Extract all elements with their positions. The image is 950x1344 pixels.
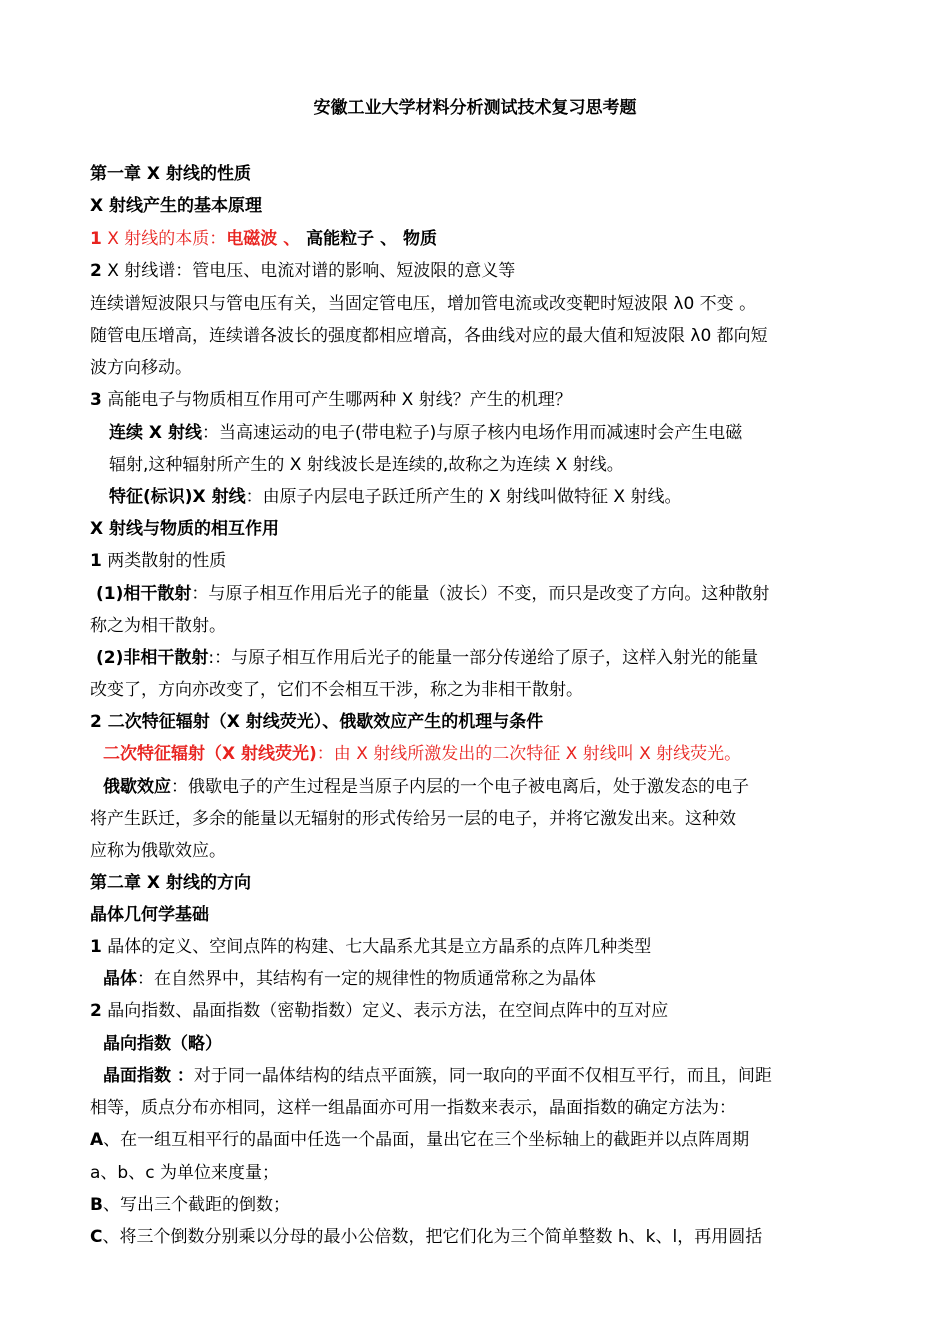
q3-text: 高能电子与物质相互作用可产生哪两种 X 射线？产生的机理？ <box>101 390 572 410</box>
section-crystal-geometry: 晶体几何学基础 <box>90 905 209 925</box>
step-b-line <box>90 1193 290 1217</box>
fluorescence-term: 二次特征辐射（X 射线荧光) <box>103 744 317 764</box>
q32-number: 2 <box>90 1001 102 1021</box>
continuous-xray-def-1: ：当高速运动的电子(带电粒子)与原子核内电场作用而减速时会产生电磁 <box>201 423 743 443</box>
plane-index-def-1: 对于同一晶体结构的结点平面簇，同一取向的平面不仅相互平行，而且，间距 <box>193 1066 772 1086</box>
incoherent-def-1: :：与原子相互作用后光子的能量一部分传递给了原子，这样入射光的能量 <box>208 648 759 668</box>
doc-title: 安徽工业大学材料分析测试技术复习思考题 <box>313 98 637 118</box>
auger-line-2: 将产生跃迁，多余的能量以无辐射的形式传给另一层的电子，并将它激发出来。这种效 <box>90 809 736 829</box>
crystal-def-line <box>103 967 596 991</box>
step-a-letter: A <box>90 1130 104 1150</box>
continuous-xray-term: 连续 X 射线 <box>109 423 202 443</box>
incoherent-term: (2)非相干散射 <box>96 648 209 668</box>
direction-index-heading: 晶向指数（略） <box>103 1034 222 1054</box>
step-a-line-2: a、b、c 为单位来度量； <box>90 1163 279 1183</box>
auger-line-3: 应称为俄歇效应。 <box>90 841 226 861</box>
q21-text: 两类散射的性质 <box>101 551 227 571</box>
q1-term-particle: 高能粒子 <box>306 229 375 249</box>
question-3 <box>90 388 572 412</box>
chapter-2-heading: 第二章 X 射线的方向 <box>90 873 251 893</box>
step-c-letter: C <box>90 1227 103 1247</box>
step-b-letter: B <box>90 1195 103 1215</box>
characteristic-xray-line <box>109 485 681 509</box>
step-b-text: 、写出三个截距的倒数； <box>102 1195 290 1215</box>
q32-text: 晶向指数、晶面指数（密勒指数）定义、表示方法，在空间点阵中的互对应 <box>101 1001 669 1021</box>
question-2-1 <box>90 549 226 573</box>
q1-term-matter: 物质 <box>403 229 437 249</box>
coherent-def-1: ：与原子相互作用后光子的能量（波长）不变，而只是改变了方向。这种散射 <box>191 584 770 604</box>
q1-sep-2: 、 <box>374 229 403 249</box>
coherent-term: (1)相干散射 <box>96 584 192 604</box>
q1-sep-1: 、 <box>277 229 307 249</box>
fluorescence-line <box>103 742 741 766</box>
crystal-def: ：在自然界中，其结构有一定的规律性的物质通常称之为晶体 <box>137 969 596 989</box>
q1-term-wave: 电磁波 <box>226 229 278 249</box>
incoherent-line-1 <box>96 646 758 670</box>
q2-number: 2 <box>90 261 102 281</box>
q21-number: 1 <box>90 551 102 571</box>
q1-prefix: X 射线的本质： <box>101 229 227 249</box>
step-c-line <box>90 1225 762 1249</box>
crystal-term: 晶体 <box>103 969 137 989</box>
auger-line-1 <box>103 775 749 799</box>
auger-term: 俄歇效应 <box>103 777 171 797</box>
q1-number: 1 <box>90 229 102 249</box>
auger-def-1: ：俄歇电子的产生过程是当原子内层的一个电子被电离后，处于激发态的电子 <box>171 777 749 797</box>
question-1 <box>90 227 437 251</box>
continuous-xray-line-1 <box>109 421 742 445</box>
section-interaction: X 射线与物质的相互作用 <box>90 519 280 539</box>
question-3-1 <box>90 935 651 959</box>
step-c-text: 、将三个倒数分别乘以分母的最小公倍数，把它们化为三个简单整数 h、k、l，再用圆括 <box>102 1227 763 1247</box>
plane-index-line-2: 相等，质点分布亦相同，这样一组晶面亦可用一指数来表示，晶面指数的确定方法为： <box>90 1098 736 1118</box>
step-a-text-1: 、在一组互相平行的晶面中任选一个晶面，量出它在三个坐标轴上的截距并以点阵周期 <box>103 1130 750 1150</box>
section-xray-principle: X 射线产生的基本原理 <box>90 196 263 216</box>
q31-number: 1 <box>90 937 102 957</box>
para-line-2: 随管电压增高，连续谱各波长的强度都相应增高，各曲线对应的最大值和短波限 λ0 都向短 <box>90 326 768 346</box>
plane-index-line-1 <box>103 1064 772 1088</box>
plane-index-term: 晶面指数 ： <box>103 1066 194 1086</box>
continuous-xray-line-2: 辐射,这种辐射所产生的 X 射线波长是连续的,故称之为连续 X 射线。 <box>109 455 624 475</box>
question-2 <box>90 259 515 283</box>
q31-text: 晶体的定义、空间点阵的构建、七大晶系尤其是立方晶系的点阵几种类型 <box>101 937 652 957</box>
chapter-1-heading: 第一章 X 射线的性质 <box>90 164 251 184</box>
incoherent-line-2: 改变了，方向亦改变了，它们不会相互干涉，称之为非相干散射。 <box>90 680 583 700</box>
para-line-1: 连续谱短波限只与管电压有关，当固定管电压，增加管电流或改变靶时短波限 λ0 不变 。 <box>90 294 757 314</box>
q2-text: X 射线谱：管电压、电流对谱的影响、短波限的意义等 <box>101 261 516 281</box>
step-a-line-1 <box>90 1128 749 1152</box>
fluorescence-def: ：由 X 射线所激发出的二次特征 X 射线叫 X 射线荧光。 <box>316 744 742 764</box>
q3-number: 3 <box>90 390 102 410</box>
question-2-2: 2 二次特征辐射（X 射线荧光）、俄歇效应产生的机理与条件 <box>90 712 544 732</box>
characteristic-xray-term: 特征(标识)X 射线 <box>109 487 246 507</box>
question-3-2 <box>90 999 668 1023</box>
para-line-3: 波方向移动。 <box>90 358 192 378</box>
characteristic-xray-def: ：由原子内层电子跃迁所产生的 X 射线叫做特征 X 射线。 <box>245 487 682 507</box>
coherent-line-2: 称之为相干散射。 <box>90 616 226 636</box>
coherent-line-1 <box>96 582 769 606</box>
